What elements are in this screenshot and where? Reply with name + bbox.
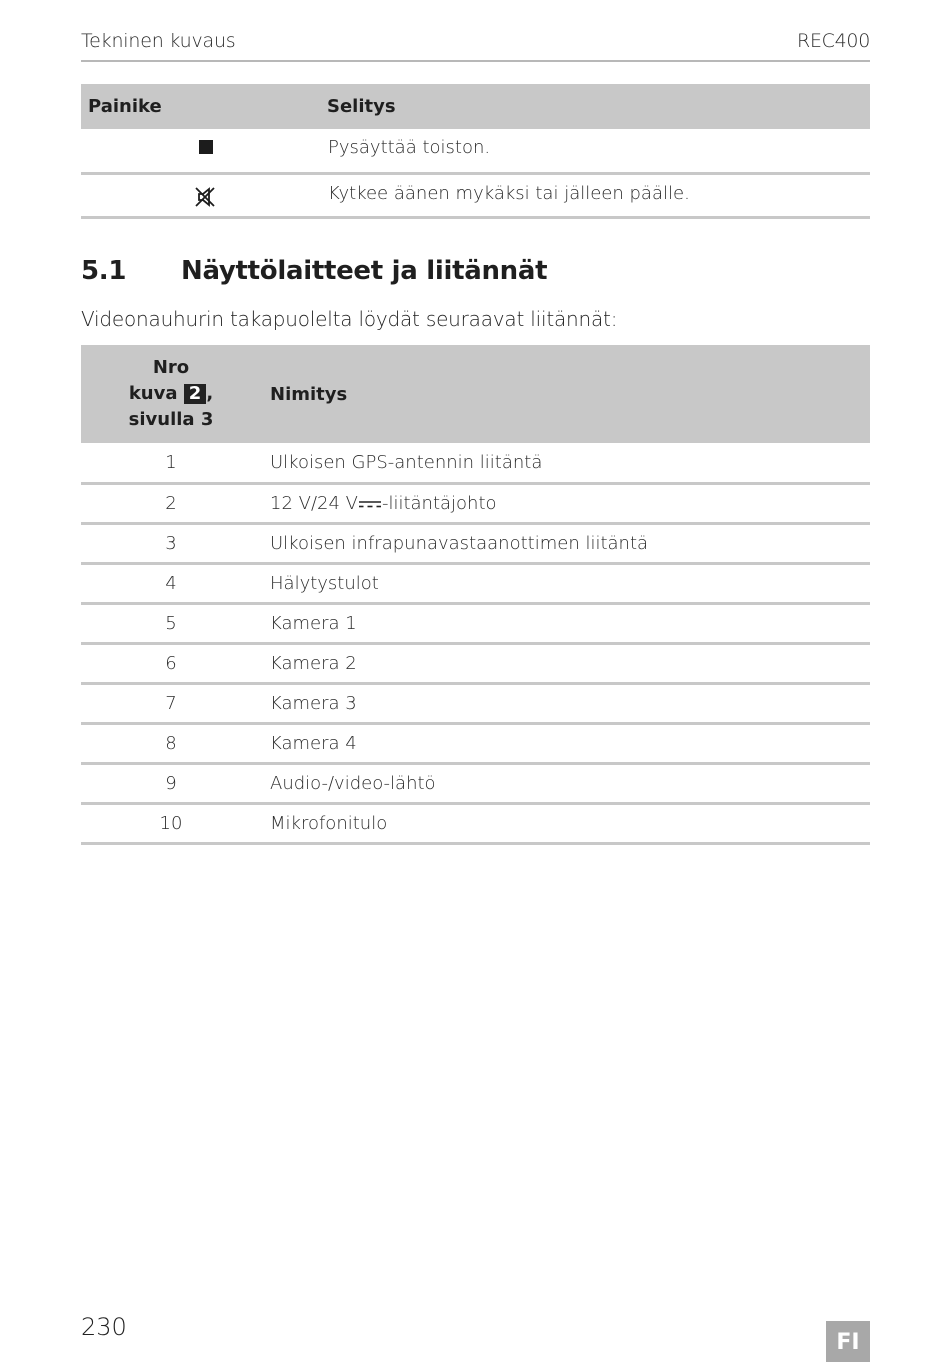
header-section-title: Tekninen kuvaus: [81, 30, 236, 52]
buttons-table: [81, 84, 870, 219]
row-name: Ulkoisen infrapunavastaanottimen liitäntä: [261, 523, 870, 563]
row-number: 9: [81, 763, 261, 803]
figure-number-badge: 2: [184, 384, 207, 404]
header-nro: Nro: [152, 357, 190, 378]
table-row: [81, 173, 870, 217]
row-number: 5: [81, 603, 261, 643]
table-row: [81, 603, 870, 643]
row-name: Kamera 1: [261, 603, 870, 643]
row-name: Kamera 3: [261, 683, 870, 723]
header-kuva: kuva: [128, 383, 178, 404]
dc-symbol-icon: [358, 499, 382, 509]
column-header-number: [81, 345, 261, 443]
column-header-name: Nimitys: [261, 345, 870, 443]
table-row: [81, 803, 870, 843]
table-row: [81, 443, 870, 483]
row-number: 4: [81, 563, 261, 603]
page-header: [81, 28, 870, 62]
row-name: Audio-/video-lähtö: [261, 763, 870, 803]
column-header-button: Painike: [81, 84, 327, 129]
button-icon-cell: [81, 129, 327, 173]
row-name: Mikrofonitulo: [261, 803, 870, 843]
mute-icon: [193, 185, 219, 209]
table-header-row: [81, 84, 870, 129]
row-number: 3: [81, 523, 261, 563]
intro-text: Videonauhurin takapuolelta löydät seuraavat liitännät:: [81, 307, 618, 331]
page-number: 230: [81, 1313, 127, 1341]
header-model: REC400: [797, 30, 870, 52]
row-number: 7: [81, 683, 261, 723]
row-name: Kamera 2: [261, 643, 870, 683]
row-name: Ulkoisen GPS-antennin liitäntä: [261, 443, 870, 483]
stop-icon: [199, 140, 213, 154]
row-name: Hälytystulot: [261, 563, 870, 603]
row-name: [261, 483, 870, 523]
table-row: [81, 763, 870, 803]
section-title: Näyttölaitteet ja liitännät: [181, 256, 548, 286]
table-row: [81, 723, 870, 763]
row-number: 8: [81, 723, 261, 763]
voltage-text: 12 V/24 V: [270, 492, 358, 514]
row-number: 10: [81, 803, 261, 843]
row-number: 2: [81, 483, 261, 523]
section-number: 5.1: [81, 256, 127, 286]
table-row: [81, 129, 870, 173]
connections-table: [81, 345, 870, 845]
language-badge: FI: [826, 1321, 870, 1362]
cable-text: -liitäntäjohto: [381, 492, 497, 514]
column-header-description: Selitys: [327, 84, 870, 129]
button-description: Kytkee äänen mykäksi tai jälleen päälle.: [327, 173, 870, 217]
header-sivulla: sivulla 3: [128, 409, 214, 430]
table-row: [81, 483, 870, 523]
row-number: 6: [81, 643, 261, 683]
table-row: [81, 683, 870, 723]
table-row: [81, 563, 870, 603]
button-icon-cell: [81, 173, 327, 217]
table-row: [81, 643, 870, 683]
table-header-row: [81, 345, 870, 443]
button-description: Pysäyttää toiston.: [327, 129, 870, 173]
table-row: [81, 523, 870, 563]
header-comma: ,: [206, 383, 214, 404]
row-number: 1: [81, 443, 261, 483]
row-name: Kamera 4: [261, 723, 870, 763]
